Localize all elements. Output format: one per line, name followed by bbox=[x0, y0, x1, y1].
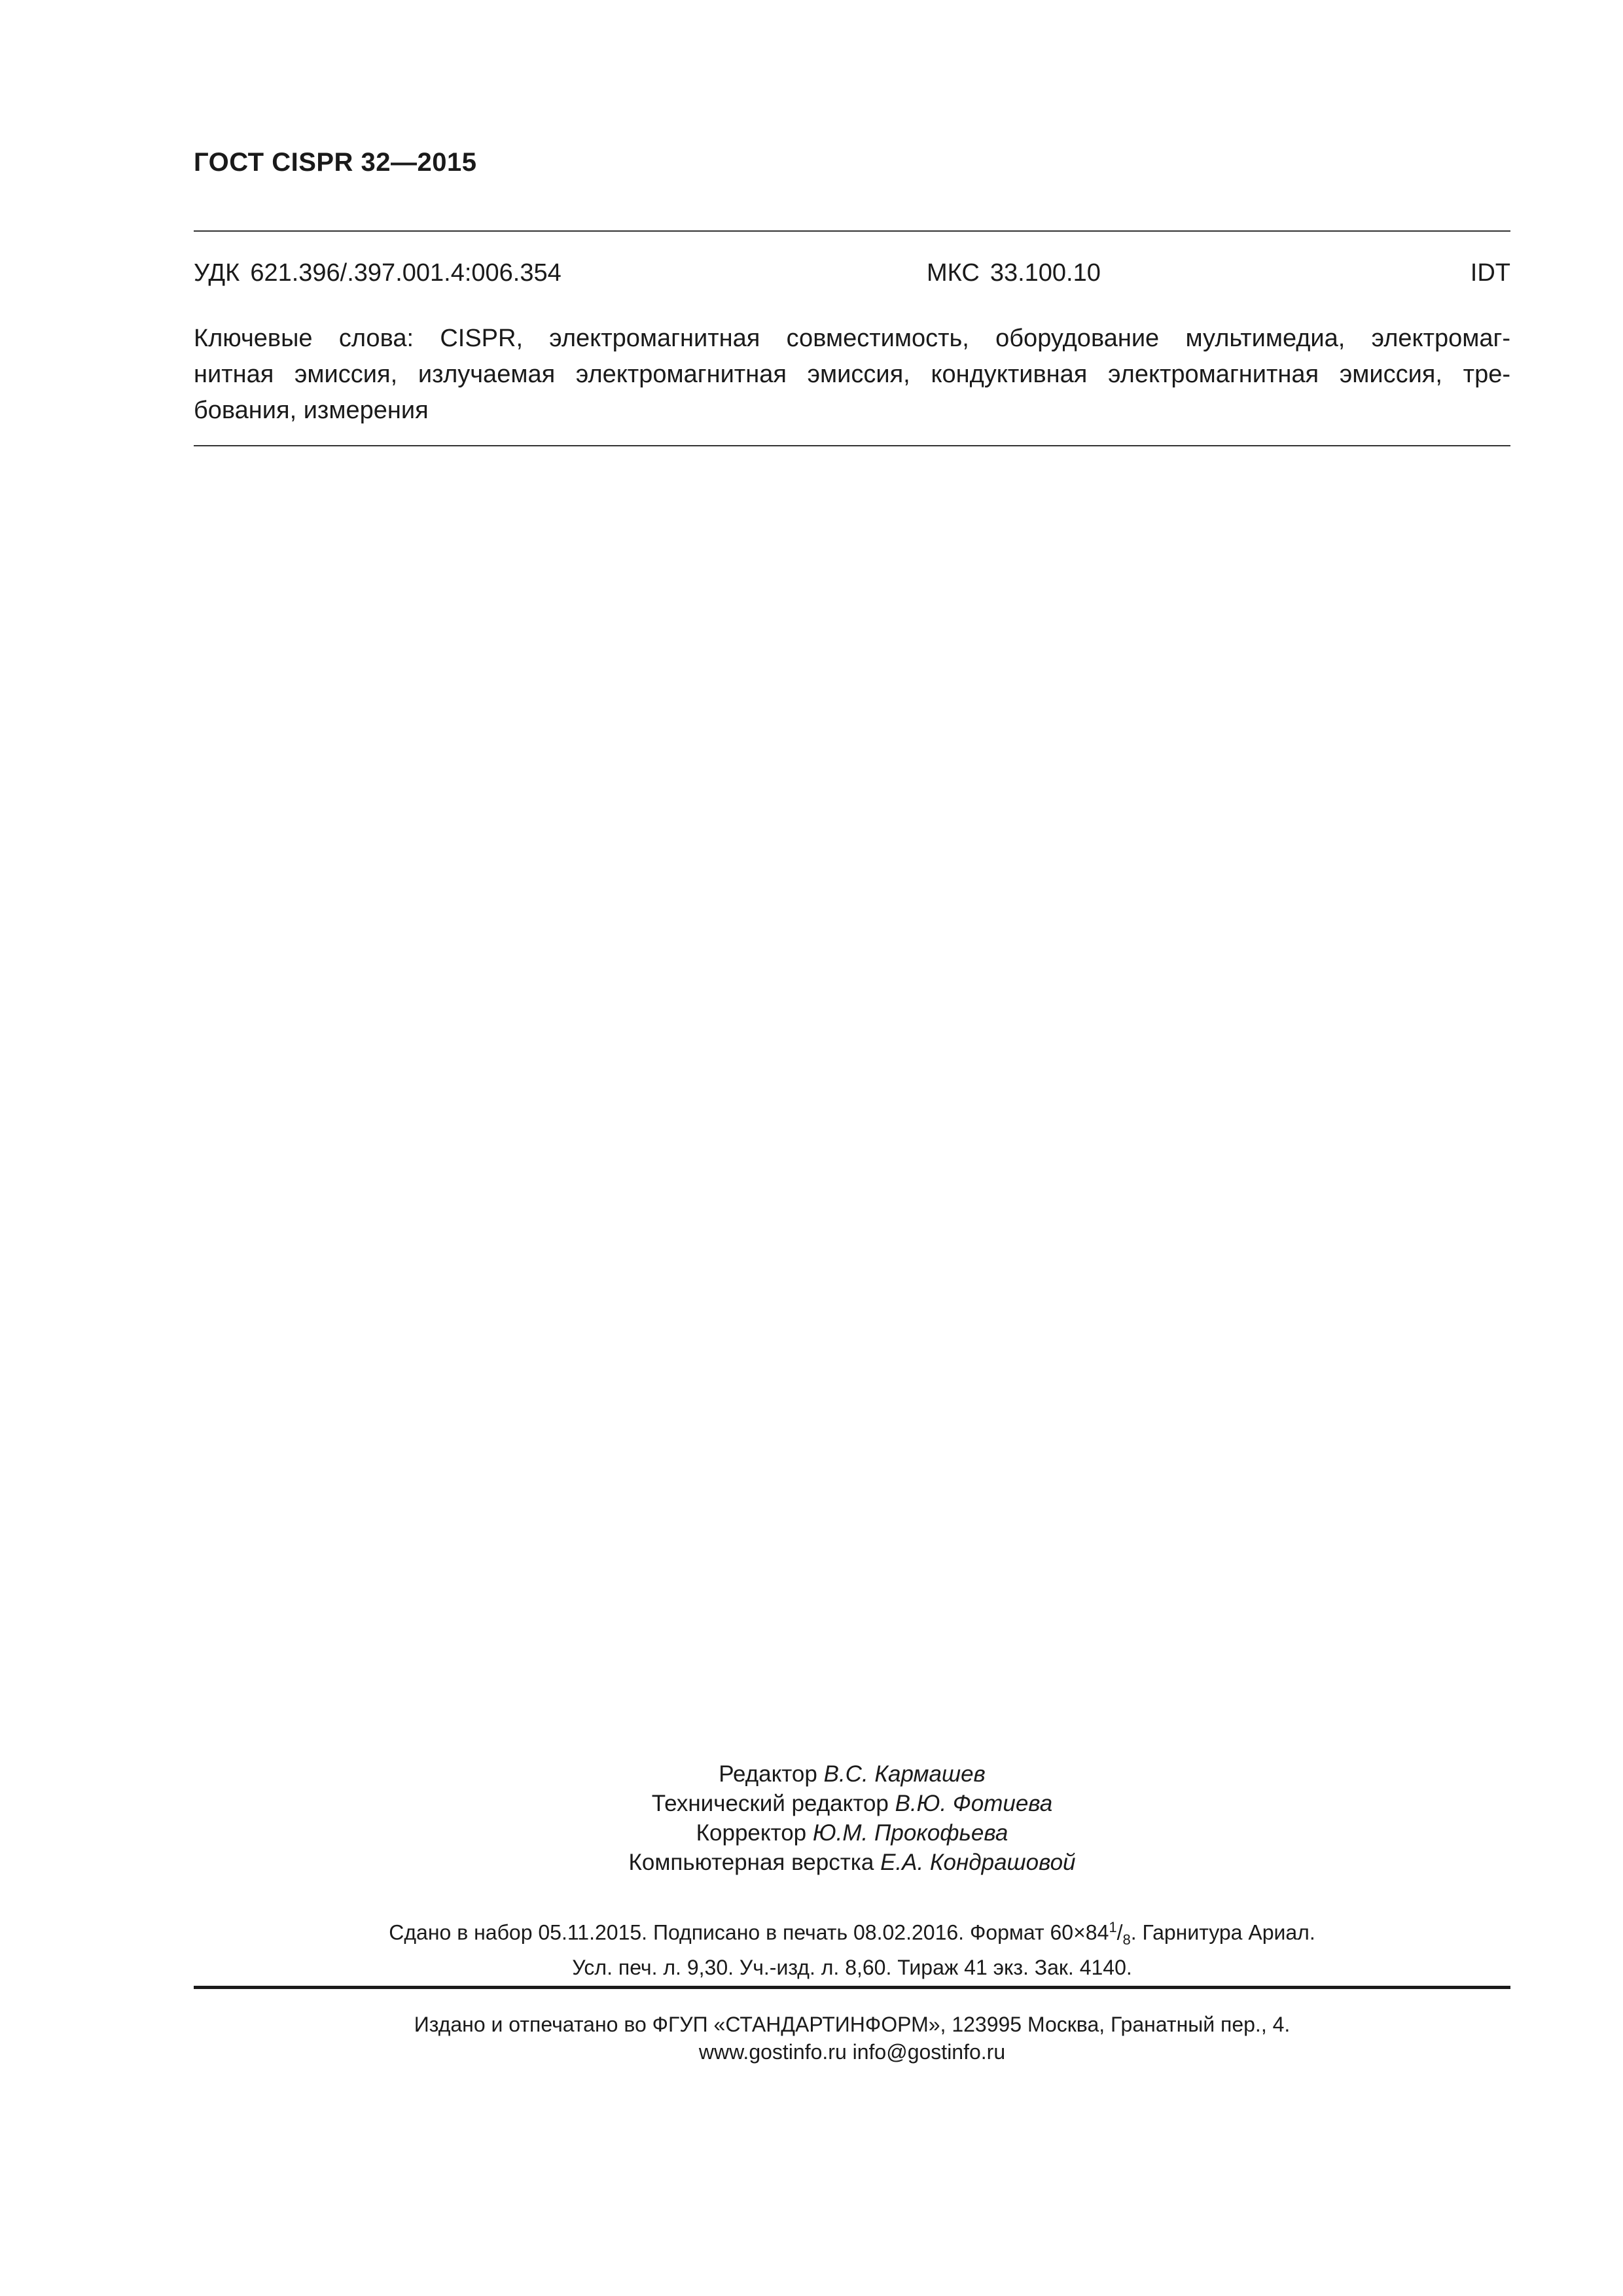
credit-layout bbox=[194, 1848, 1510, 1877]
udk-label: УДК bbox=[194, 259, 240, 287]
print-info-text: . Гарнитура Ариал. bbox=[1130, 1920, 1315, 1945]
print-info-text: Сдано в набор 05.11.2015. Подписано в печать 08.02.2016. Формат 60×84 bbox=[389, 1920, 1109, 1945]
publisher-block bbox=[194, 2011, 1510, 2066]
document-number-header: ГОСТ CISPR 32—2015 bbox=[194, 148, 477, 177]
publisher-contacts: www.gostinfo.ru info@gostinfo.ru bbox=[698, 2040, 1006, 2064]
keywords-divider bbox=[194, 445, 1510, 446]
credit-proofreader bbox=[194, 1818, 1510, 1848]
keywords-line: бования, измерения bbox=[194, 397, 429, 424]
keywords-paragraph bbox=[194, 321, 1510, 429]
keywords-line: Ключевые слова: CISPR, электромагнитная совместимость, оборудование мультимедиа, электромаг- bbox=[194, 325, 1510, 352]
print-info-line: Усл. печ. л. 9,30. Уч.-изд. л. 8,60. Тираж 41 экз. Зак. 4140. bbox=[572, 1956, 1132, 1980]
format-superscript: 1 bbox=[1109, 1919, 1117, 1935]
publisher-address: Издано и отпечатано во ФГУП «СТАНДАРТИНФОРМ», 123995 Москва, Гранатный пер., 4. bbox=[414, 2013, 1291, 2036]
credit-name: Ю.М. Прокофьева bbox=[812, 1820, 1008, 1846]
format-subscript: 8 bbox=[1122, 1931, 1131, 1948]
mks-code bbox=[927, 259, 1101, 287]
classification-row bbox=[194, 259, 1510, 292]
credit-technical-editor bbox=[194, 1789, 1510, 1818]
credit-role: Корректор bbox=[696, 1820, 807, 1846]
keywords-line: нитная эмиссия, излучаемая электромагнитная эмиссия, кондуктивная электромагнитная эмиссия, тре- bbox=[194, 361, 1510, 388]
credit-editor bbox=[194, 1759, 1510, 1789]
credit-role: Технический редактор bbox=[651, 1791, 889, 1816]
credit-role: Компьютерная верстка bbox=[628, 1850, 874, 1875]
equivalence-degree: IDT bbox=[1470, 259, 1510, 287]
credit-name: В.Ю. Фотиева bbox=[895, 1791, 1053, 1816]
mks-value: 33.100.10 bbox=[990, 259, 1101, 287]
udk-code bbox=[194, 259, 562, 287]
udk-value: 621.396/.397.001.4:006.354 bbox=[250, 259, 562, 287]
print-info-block bbox=[194, 1914, 1510, 1981]
credit-name: Е.А. Кондрашовой bbox=[880, 1850, 1076, 1875]
credits-block bbox=[194, 1759, 1510, 1877]
credit-name: В.С. Кармашев bbox=[823, 1761, 986, 1787]
credit-role: Редактор bbox=[719, 1761, 817, 1787]
top-divider bbox=[194, 230, 1510, 232]
print-info-line: Сдано в набор 05.11.2015. Подписано в печать 08.02.2016. Формат $60\times 84^1/_8$. Гарнитура Ариал. bbox=[389, 1919, 1315, 1948]
mks-label: МКС bbox=[927, 259, 980, 287]
publisher-divider bbox=[194, 1986, 1510, 1989]
